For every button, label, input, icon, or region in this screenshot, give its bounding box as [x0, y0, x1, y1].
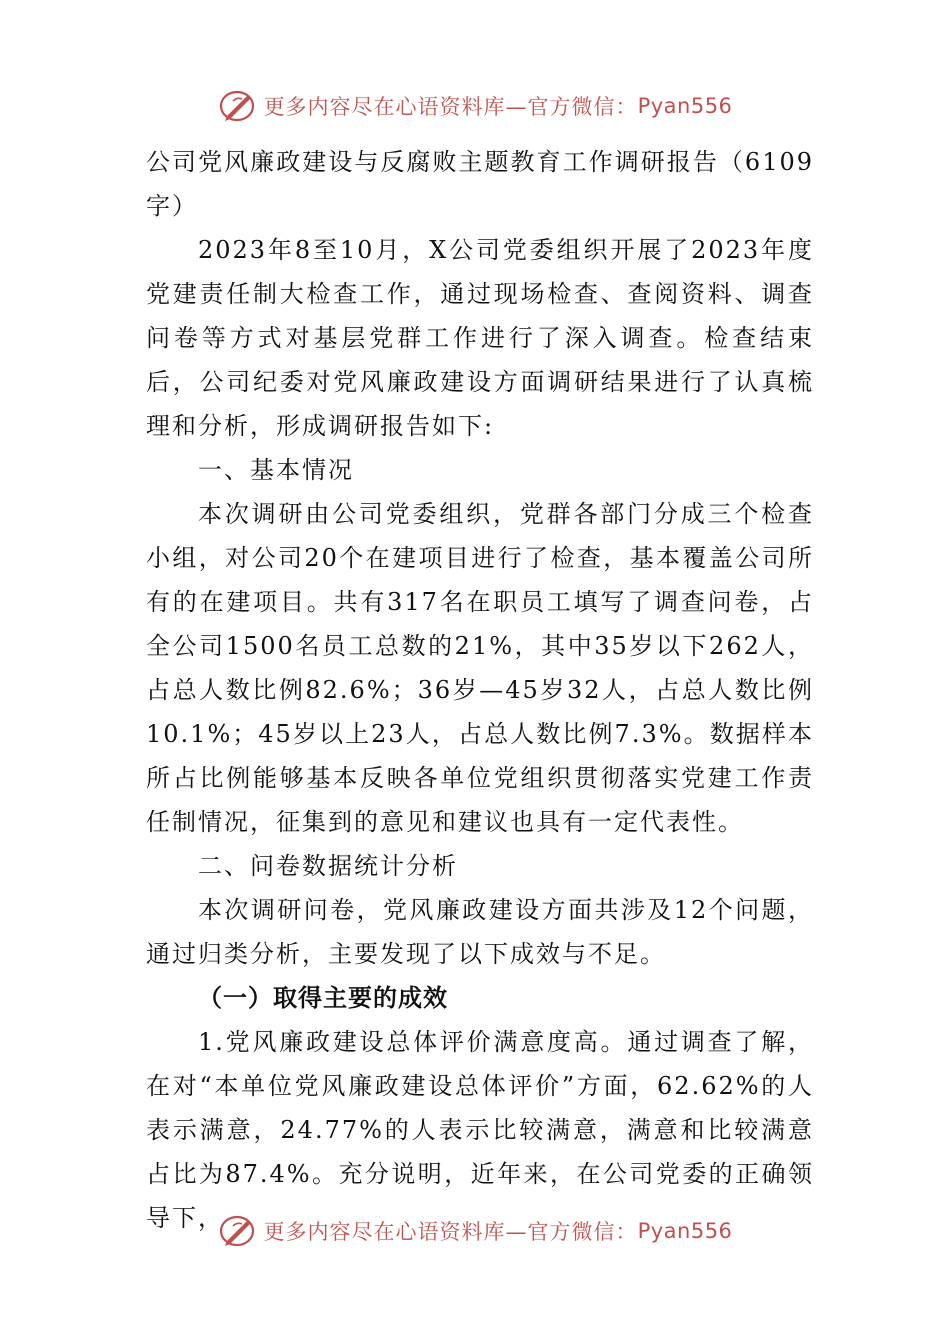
watermark-header [0, 88, 950, 124]
subsection-heading-achievements: （一）取得主要的成效 [198, 984, 448, 1012]
pen-logo-icon [218, 1213, 258, 1249]
document-body [146, 140, 814, 1240]
watermark-text: 更多内容尽在心语资料库—官方微信： [263, 95, 638, 119]
watermark-text: 更多内容尽在心语资料库—官方微信： [263, 1220, 638, 1244]
watermark-wechat-id: Pyan556 [637, 1219, 733, 1243]
paragraph-basic-situation: 本次调研由公司党委组织，党群各部门分成三个检查小组，对公司20个在建项目进行了检查，基本覆盖公司所有的在建项目。共有317名在职员工填写了调查问卷，占全公司1500名员工总数的21%，其中35岁以下262人，占总人数比例82.6%；36岁—45岁32人，占总人数比例10.1%；45岁以上23人，占总人数比例7.3%。数据样本所占比例能够基本反映各单位党组织贯彻落实党建工作责任制情况，征集到的意见和建议也具有一定代表性。 [146, 500, 814, 836]
section-heading-basic-situation: 一、基本情况 [198, 456, 354, 484]
watermark-footer [0, 1213, 950, 1249]
paragraph-satisfaction: 1.党风廉政建设总体评价满意度高。通过调查了解，在对“本单位党风廉政建设总体评价”方面，62.62%的人表示满意，24.77%的人表示比较满意，满意和比较满意占比为87.4%。充分说明，近年来，在公司党委的正确领导下， [146, 1028, 814, 1232]
paragraph-intro: 2023年8至10月，X公司党委组织开展了2023年度党建责任制大检查工作，通过现场检查、查阅资料、调查问卷等方式对基层党群工作进行了深入调查。检查结束后，公司纪委对党风廉政建设方面调研结果进行了认真梳理和分析，形成调研报告如下: [146, 236, 814, 440]
document-title: 公司党风廉政建设与反腐败主题教育工作调研报告（6109字） [146, 148, 814, 220]
section-heading-survey-analysis: 二、问卷数据统计分析 [198, 852, 458, 880]
pen-logo-icon [218, 88, 258, 124]
paragraph-survey-analysis: 本次调研问卷，党风廉政建设方面共涉及12个问题，通过归类分析，主要发现了以下成效与不足。 [146, 896, 814, 968]
watermark-wechat-id: Pyan556 [637, 94, 733, 118]
